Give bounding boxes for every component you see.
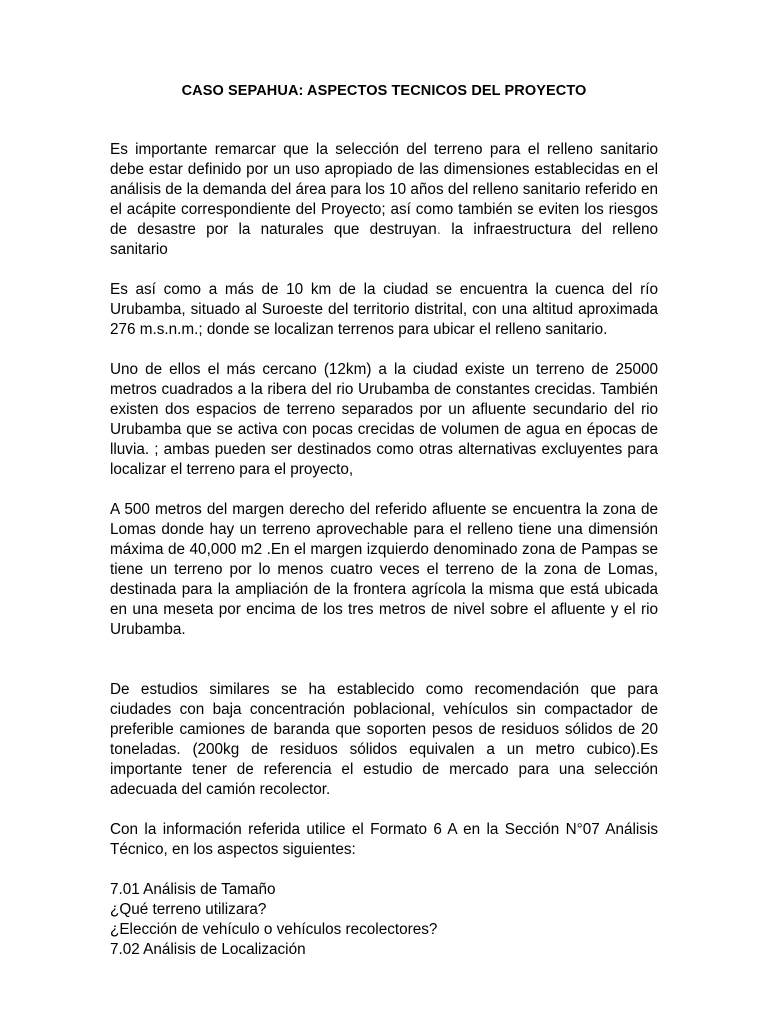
paragraph-terrain-selection xyxy=(110,140,658,260)
paragraph-nearest-terrain: Uno de ellos el más cercano (12km) a la ciudad existe un terreno de 25000 metros cuadrados a la ribera del rio Urubamba de constantes crecidas. También existen dos espacios de terreno separados por un afluente secundario del rio Urubamba que se activa con pocas crecidas de volumen de agua en épocas de lluvia. ; ambas pueden ser destinados como otras alternativas excluyentes para localizar el terreno para el proyecto, xyxy=(110,361,658,478)
list-item-location-analysis: 7.02 Análisis de Localización xyxy=(110,941,306,958)
document-title: CASO SEPAHUA: ASPECTOS TECNICOS DEL PROYECTO xyxy=(181,83,587,99)
list-item-vehicle-question: ¿Elección de vehículo o vehículos recolectores? xyxy=(110,921,438,938)
paragraph-format-instruction: Con la información referida utilice el Formato 6 A en la Sección N°07 Análisis Técnico, en los aspectos siguientes: xyxy=(110,821,658,858)
aspects-list xyxy=(110,880,658,960)
list-item-size-analysis: 7.01 Análisis de Tamaño xyxy=(110,881,276,898)
paragraph-urubamba-basin: Es así como a más de 10 km de la ciudad se encuentra la cuenca del río Urubamba, situado al Suroeste del territorio distrital, con una altitud aproximada 276 m.s.n.m.; donde se localizan terrenos para ubicar el relleno sanitario. xyxy=(110,281,658,338)
list-item-terrain-question: ¿Qué terreno utilizara? xyxy=(110,901,267,918)
paragraph-terrain-selection-text-end: la infraestructura del relleno sanitario xyxy=(110,221,659,258)
paragraph-lomas-pampas: A 500 metros del margen derecho del referido afluente se encuentra la zona de Lomas donde hay un terreno aprovechable para el relleno tiene una dimensión máxima de 40,000 m2 .En el margen izquierdo denominado zona de Pampas se tiene un terreno por lo menos cuatro veces el terreno de la zona de Lomas, destinada para la ampliación de la frontera agrícola la misma que está ubicada en una meseta por encima de los tres metros de nivel sobre el afluente y el rio Urubamba. xyxy=(110,501,658,638)
paragraph-terrain-selection-text: Es importante remarcar que la selección del terreno para el relleno sanitario debe estar definido por un uso apropiado de las dimensiones establecidas en el análisis de la demanda del área para los 10 años del relleno sanitario referido en el acápite correspondiente del Proyecto; así como también se eviten los riesgos de desastre por la naturales que destruyan xyxy=(110,141,658,238)
paragraph-vehicle-recommendation: De estudios similares se ha establecido como recomendación que para ciudades con baja concentración poblacional, vehículos sin compactador de preferible camiones de baranda que soporten pesos de residuos sólidos de 20 toneladas. (200kg de residuos sólidos equivalen a un metro cubico).Es importante tener de referencia el estudio de mercado para una selección adecuada del camión recolector. xyxy=(110,681,658,798)
highlight-dot: . xyxy=(436,221,442,238)
